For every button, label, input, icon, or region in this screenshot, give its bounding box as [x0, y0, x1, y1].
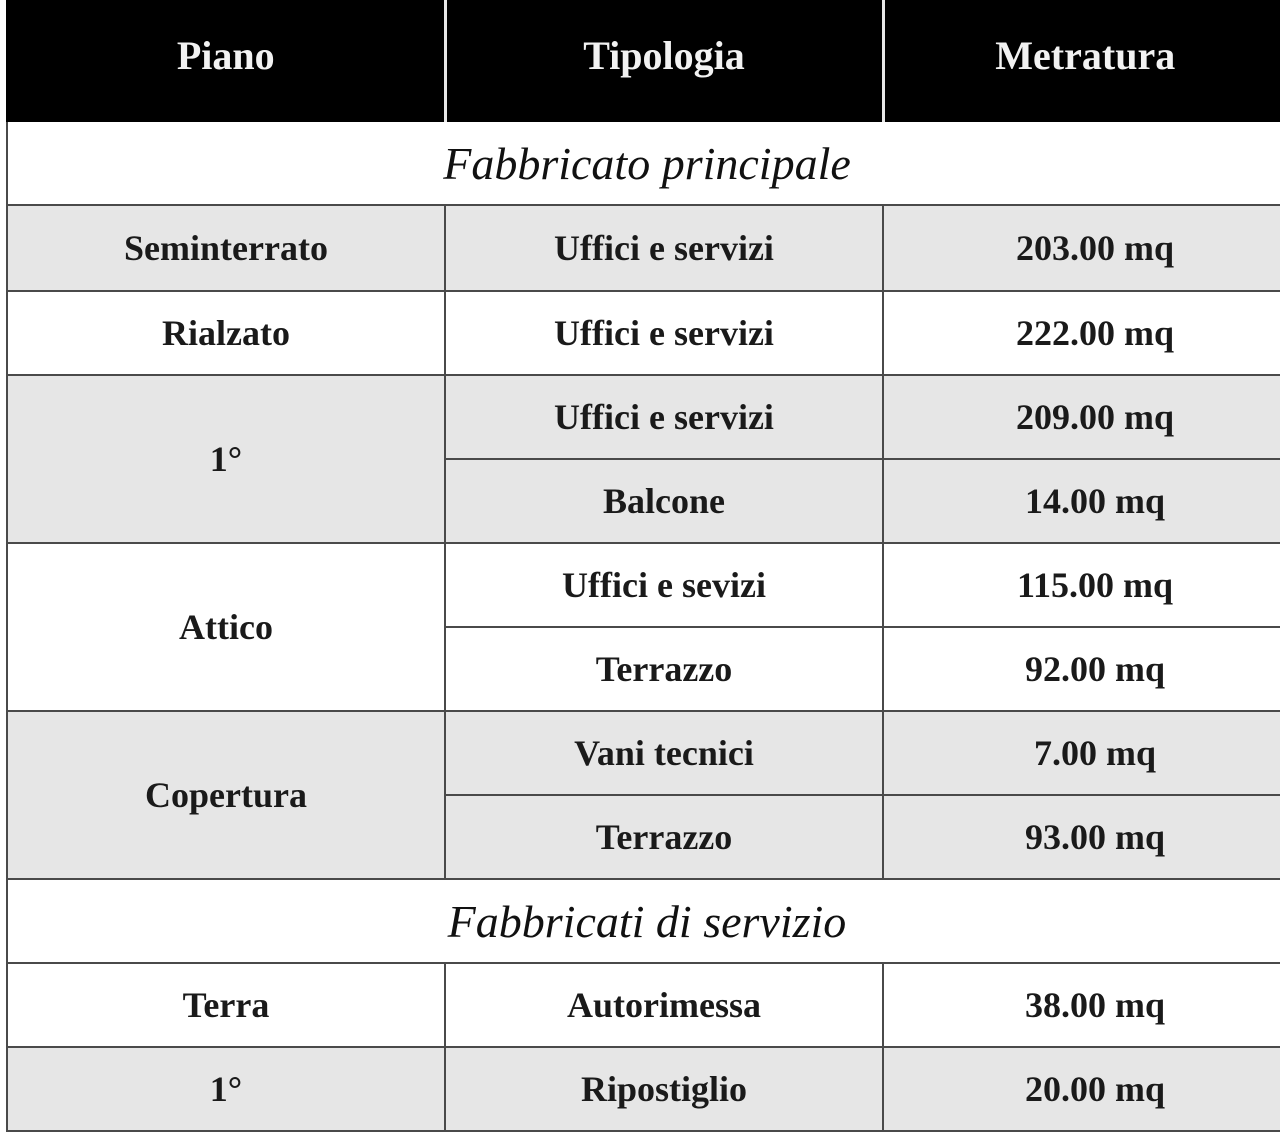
- tipologia-cell: Ripostiglio: [445, 1047, 883, 1131]
- piano-cell: 1°: [7, 1047, 445, 1131]
- metratura-cell: 92.00 mq: [883, 627, 1280, 711]
- area-table: [6, 0, 1280, 1132]
- tipologia-cell: Uffici e servizi: [445, 205, 883, 291]
- table-row: [7, 963, 1280, 1047]
- header-piano: Piano: [7, 1, 445, 121]
- tipologia-cell: Autorimessa: [445, 963, 883, 1047]
- metratura-cell: 7.00 mq: [883, 711, 1280, 795]
- metratura-cell: 38.00 mq: [883, 963, 1280, 1047]
- header-row: [7, 1, 1280, 121]
- piano-cell: Rialzato: [7, 291, 445, 375]
- table-row: [7, 711, 1280, 795]
- table-row: [7, 375, 1280, 459]
- tipologia-cell: Vani tecnici: [445, 711, 883, 795]
- tipologia-cell: Uffici e servizi: [445, 375, 883, 459]
- piano-cell: 1°: [7, 375, 445, 543]
- piano-cell: Copertura: [7, 711, 445, 879]
- piano-cell: Seminterrato: [7, 205, 445, 291]
- tipologia-cell: Uffici e sevizi: [445, 543, 883, 627]
- section-title: Fabbricato principale: [7, 121, 1280, 205]
- metratura-cell: 203.00 mq: [883, 205, 1280, 291]
- tipologia-cell: Terrazzo: [445, 795, 883, 879]
- metratura-cell: 93.00 mq: [883, 795, 1280, 879]
- metratura-cell: 222.00 mq: [883, 291, 1280, 375]
- tipologia-cell: Uffici e servizi: [445, 291, 883, 375]
- table-row: [7, 205, 1280, 291]
- piano-cell: Attico: [7, 543, 445, 711]
- table-row: [7, 291, 1280, 375]
- tipologia-cell: Terrazzo: [445, 627, 883, 711]
- table-row: [7, 1047, 1280, 1131]
- section-title: Fabbricati di servizio: [7, 879, 1280, 963]
- metratura-cell: 115.00 mq: [883, 543, 1280, 627]
- section-row: [7, 879, 1280, 963]
- header-metratura: Metratura: [883, 1, 1280, 121]
- table-row: [7, 543, 1280, 627]
- tipologia-cell: Balcone: [445, 459, 883, 543]
- section-row: [7, 121, 1280, 205]
- header-tipologia: Tipologia: [445, 1, 883, 121]
- metratura-cell: 209.00 mq: [883, 375, 1280, 459]
- piano-cell: Terra: [7, 963, 445, 1047]
- metratura-cell: 20.00 mq: [883, 1047, 1280, 1131]
- metratura-cell: 14.00 mq: [883, 459, 1280, 543]
